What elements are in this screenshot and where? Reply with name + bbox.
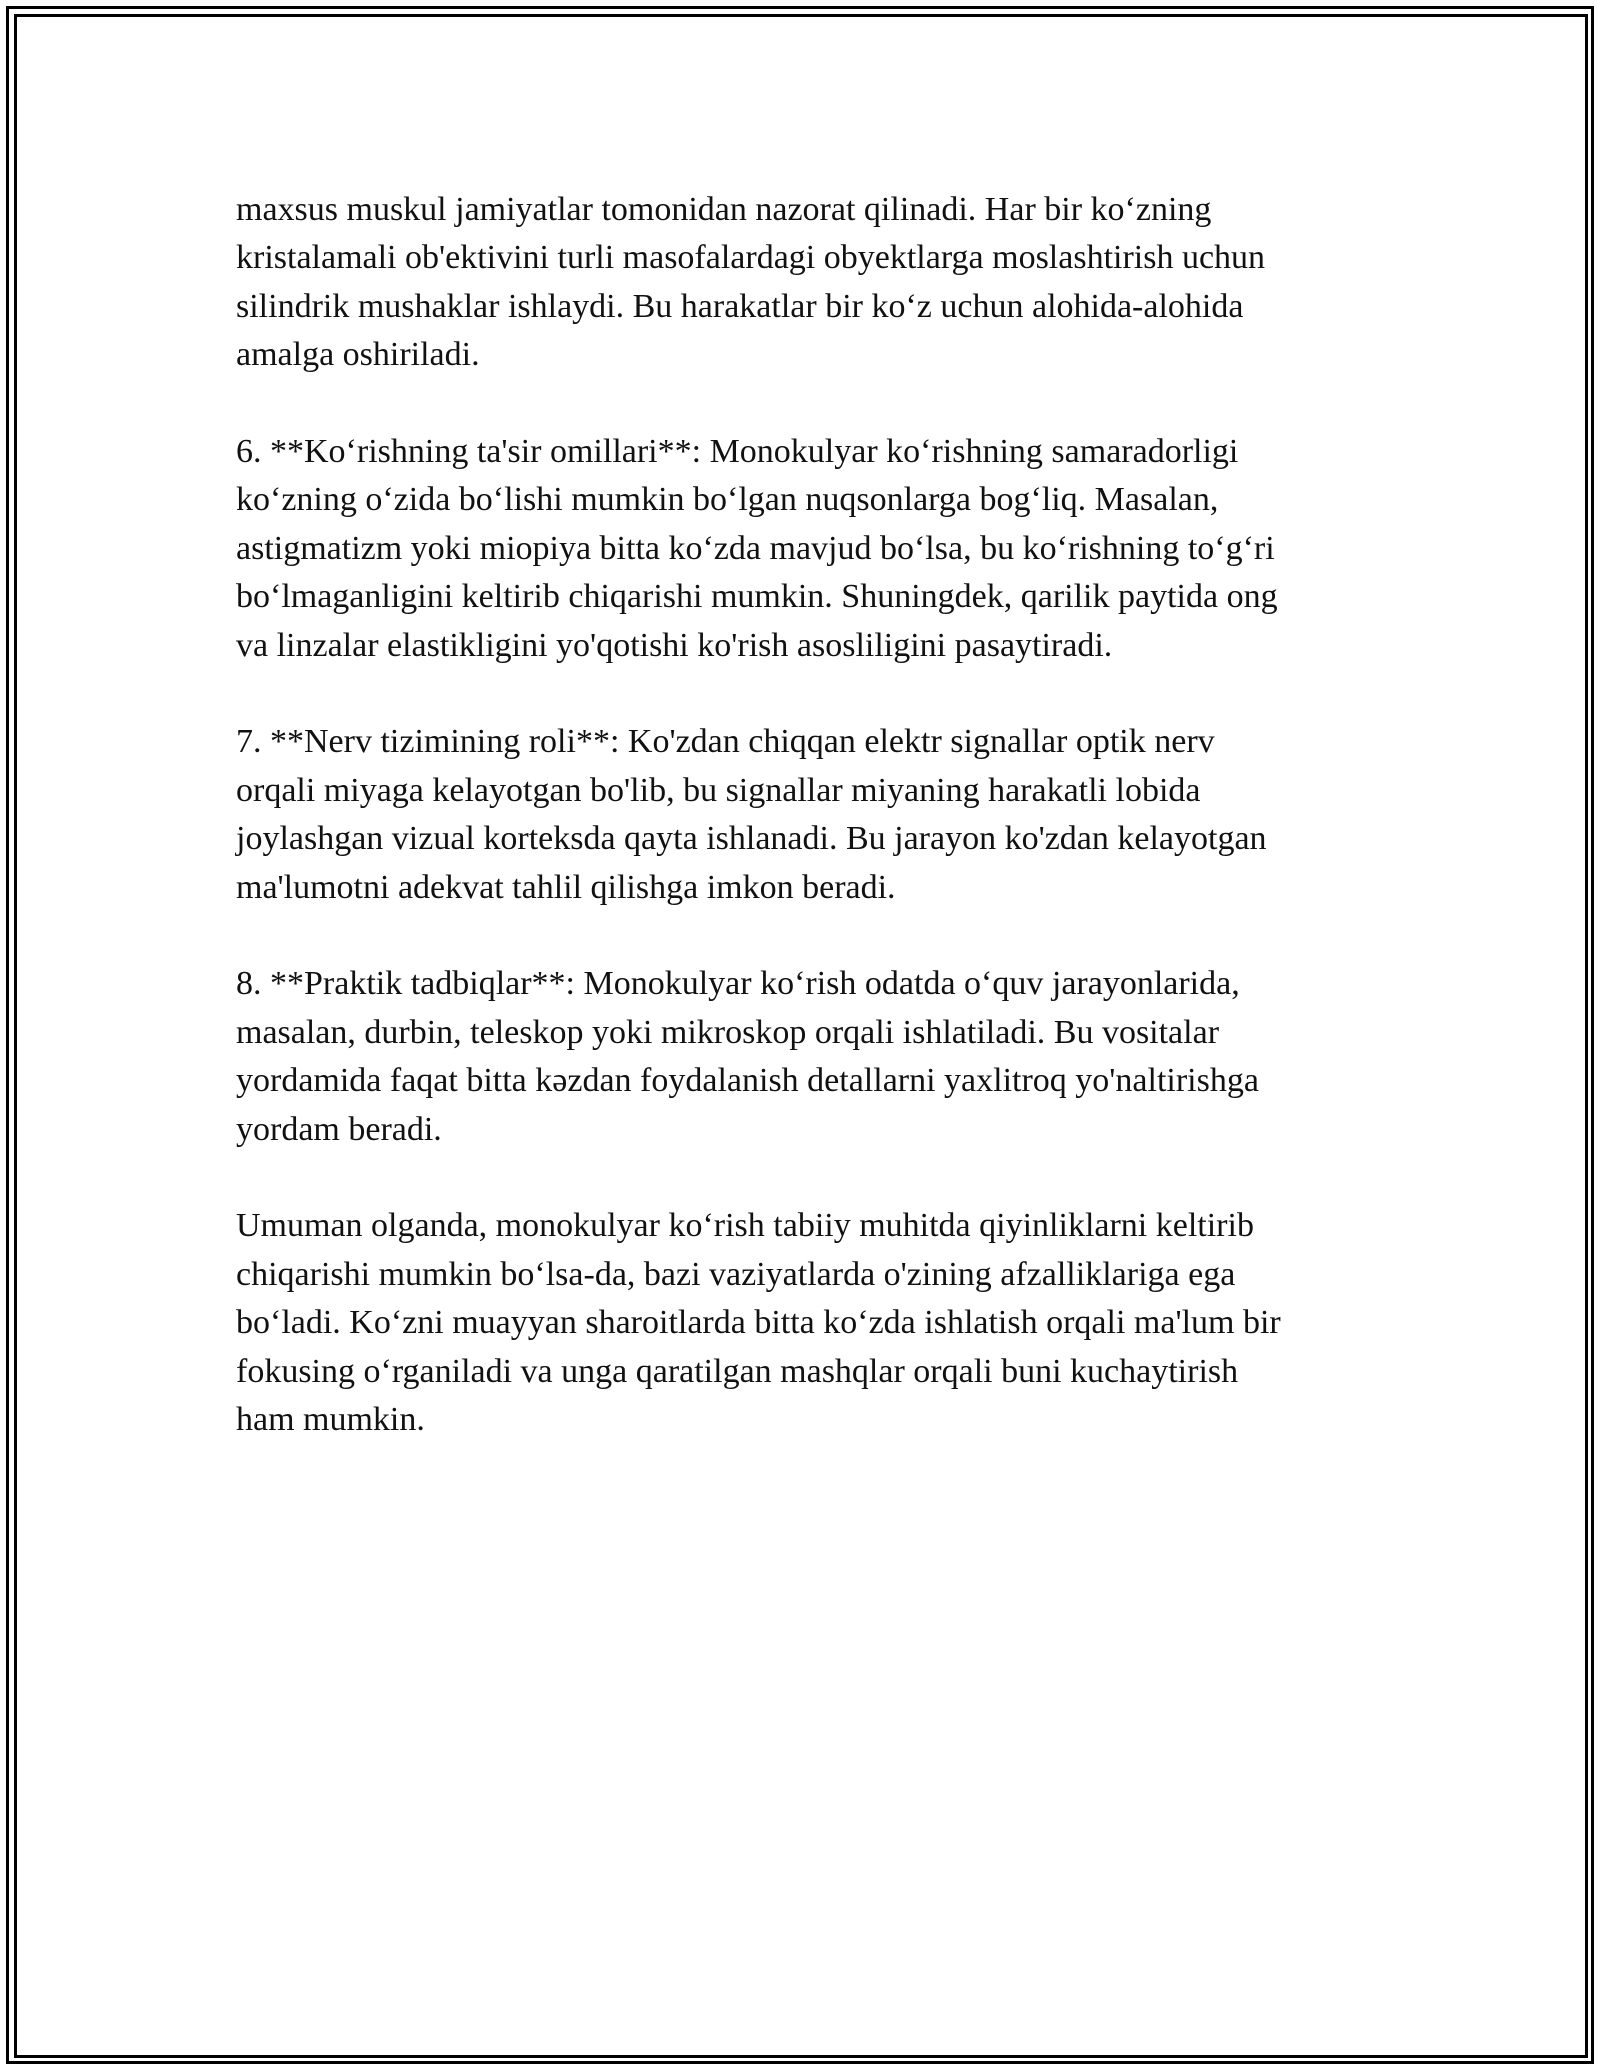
document-body: [236, 186, 1386, 1493]
paragraph-muscle-control: maxsus muskul jamiyatlar tomonidan nazorat qilinadi. Har bir koʻzning kristalamali ob'ektivini turli masofalardagi obyektlarga moslashtirish uchun silindrik mushaklar ishlaydi. Bu harakatlar bir koʻz uchun alohida-alohida amalga oshiriladi.: [236, 191, 1266, 374]
paragraph-conclusion: Umuman olganda, monokulyar koʻrish tabiiy muhitda qiyinliklarni keltirib chiqarishi mumkin boʻlsa-da, bazi vaziyatlarda o'zining afzalliklariga ega boʻladi. Koʻzni muayyan sharoitlarda bitta koʻzda ishlatish orqali ma'lum bir fokusing oʻrganiladi va unga qaratilgan mashqlar orqali buni kuchaytirish ham mumkin.: [236, 1207, 1281, 1439]
paragraph-nervous-system: 7. **Nerv tizimining roli**: Ko'zdan chiqqan elektr signallar optik nerv orqali miyaga kelayotgan bo'lib, bu signallar miyaning harakatli lobida joylashgan vizual korteksda qayta ishlanadi. Bu jarayon ko'zdan kelayotgan ma'lumotni adekvat tahlil qilishga imkon beradi.: [236, 723, 1267, 906]
paragraph-practical-applications: 8. **Praktik tadbiqlar**: Monokulyar koʻrish odatda oʻquv jarayonlarida, masalan, durbin, teleskop yoki mikroskop orqali ishlatiladi. Bu vositalar yordamida faqat bitta kəzdan foydalanish detallarni yaxlitroq yo'naltirishga yordam beradi.: [236, 965, 1259, 1148]
paragraph-vision-factors: 6. **Koʻrishning ta'sir omillari**: Monokulyar koʻrishning samaradorligi koʻzning oʻzida boʻlishi mumkin boʻlgan nuqsonlarga bogʻliq. Masalan, astigmatizm yoki miopiya bitta koʻzda mavjud boʻlsa, bu koʻrishning toʻgʻri boʻlmaganligini keltirib chiqarishi mumkin. Shuningdek, qarilik paytida ong va linzalar elastikligini yo'qotishi ko'rish asosliligini pasaytiradi.: [236, 433, 1278, 664]
